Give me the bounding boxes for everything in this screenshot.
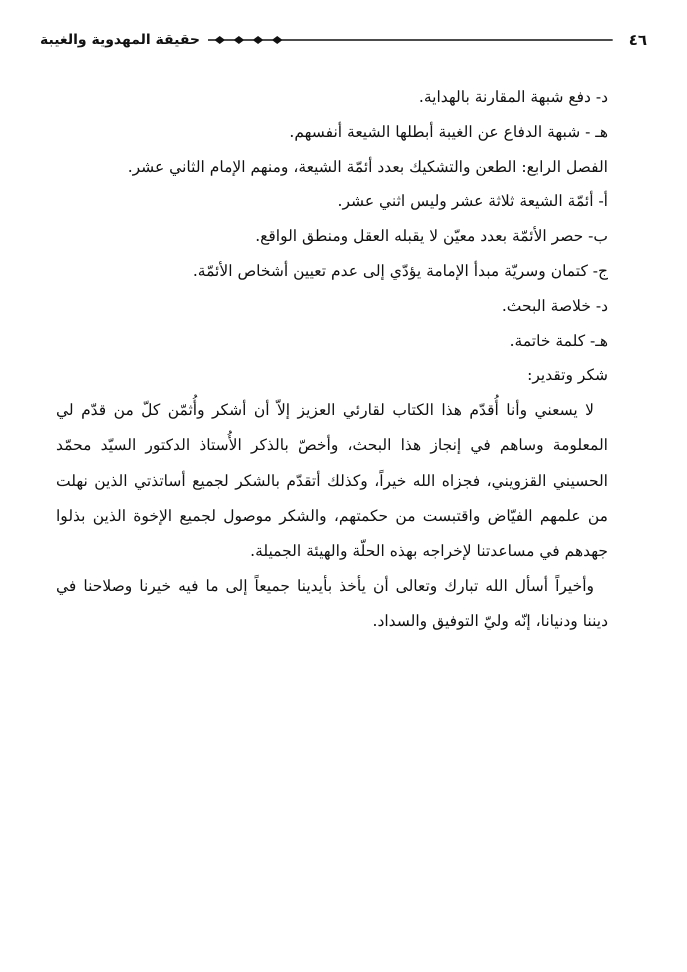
- closing-paragraph: [56, 569, 608, 639]
- outline-item: هـ- كلمة خاتمة.: [509, 331, 608, 350]
- outline-chapter-heading: الفصل الرابع: الطعن والتشكيك بعدد أئمّة الشيعة، ومنهم الإمام الثاني عشر.: [127, 157, 608, 176]
- outline-item: ج- كتمان وسريّة مبدأ الإمامة يؤدّي إلى عدم تعيين أشخاص الأئمّة.: [192, 261, 608, 280]
- diamond-rule-icon: [208, 33, 613, 47]
- outline-item: د- خلاصة البحث.: [501, 296, 608, 315]
- outline-item: د- دفع شبهة المقارنة بالهداية.: [418, 88, 608, 106]
- page-body: [56, 80, 608, 640]
- page-header: [40, 28, 647, 52]
- header-ornament-rule: [208, 33, 613, 47]
- running-title: حقيقة المهدوية والغيبة: [40, 32, 200, 48]
- closing-paragraph-text: وأخيراً أسأل الله تبارك وتعالى أن يأخذ بأيدينا جميعاً إلى ما فيه خيرنا وصلاحنا في ديننا ودنيانا، إنّه وليّ التوفيق والسداد.: [56, 577, 608, 631]
- acknowledgement-paragraph-text: لا يسعني وأنا أُقدّم هذا الكتاب لقارئي العزيز إلاّ أن أشكر وأُثمّن كلّ من قدّم لي المعلومة وساهم في إنجاز هذا البحث، وأخصّ بالذكر الأُستاذ الدكتور السيّد محمّد الحسيني القزويني، فجزاه الله خيراً، وكذلك أتقدّم بالشكر لجميع أساتذتي الذين نهلت من علمهم الفيّاض واقتبست من حكمتهم، والشكر موصول لجميع الإخوة الذين بذلوا جهدهم في مساعدتنا لإخراجه بهذه الحلّة والهيئة الجميلة.: [56, 401, 608, 560]
- outline-item: ب- حصر الأئمّة بعدد معيّن لا يقبله العقل ومنطق الواقع.: [255, 227, 608, 246]
- acknowledgement-heading: شكر وتقدير:: [527, 366, 608, 385]
- outline-item: أ- أئمّة الشيعة ثلاثة عشر وليس اثني عشر.: [337, 192, 608, 211]
- acknowledgement-paragraph: [56, 393, 608, 569]
- outline-item: هـ - شبهة الدفاع عن الغيبة أبطلها الشيعة أنفسهم.: [289, 122, 608, 141]
- page-number: ٤٦: [628, 31, 647, 49]
